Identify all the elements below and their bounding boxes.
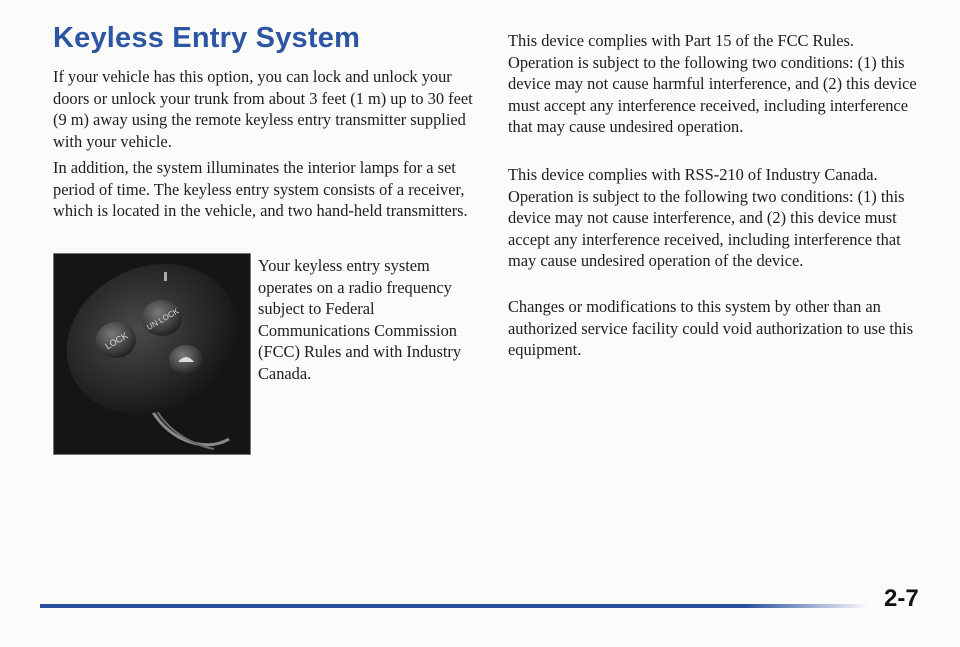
system-description-paragraph: In addition, the system illuminates the interior lamps for a set period of time. The keyless entry system consists of a receiver, which is located in the vehicle, and two hand-held transmitters. [53,158,468,220]
fcc-compliance-paragraph: This device complies with Part 15 of the FCC Rules. Operation is subject to the following two conditions: (1) this device may not cause harmful interference, and (2) this device must accept any interference received, including interference that may cause undesired operation. [508,31,917,136]
page-number: 2-7 [884,585,919,612]
key-fob-illustration [54,254,250,454]
footer-rule [40,604,868,608]
svg-text:UN LOCK: UN LOCK [145,306,181,333]
page-title: Keyless Entry System [53,22,361,54]
key-fob-photo [53,253,251,455]
svg-text:LOCK: LOCK [103,330,130,352]
intro-paragraph: If your vehicle has this option, you can lock and unlock your doors or unlock your trunk from about 3 feet (1 m) up to 30 feet (9 m) away using the remote keyless entry transmitter supplied with your vehicle. [53,67,473,151]
industry-canada-paragraph: This device complies with RSS-210 of Industry Canada. Operation is subject to the following two conditions: (1) this device may not cause interference, and (2) this device must accept any interference received, including interference that may cause undesired operation of the device. [508,165,905,270]
fcc-paragraph: Your keyless entry system operates on a radio frequency subject to Federal Communications Commission (FCC) Rules and with Industry Canada. [258,256,462,383]
modifications-warning-paragraph: Changes or modifications to this system by other than an authorized service facility could void authorization to use this equipment. [508,297,914,359]
